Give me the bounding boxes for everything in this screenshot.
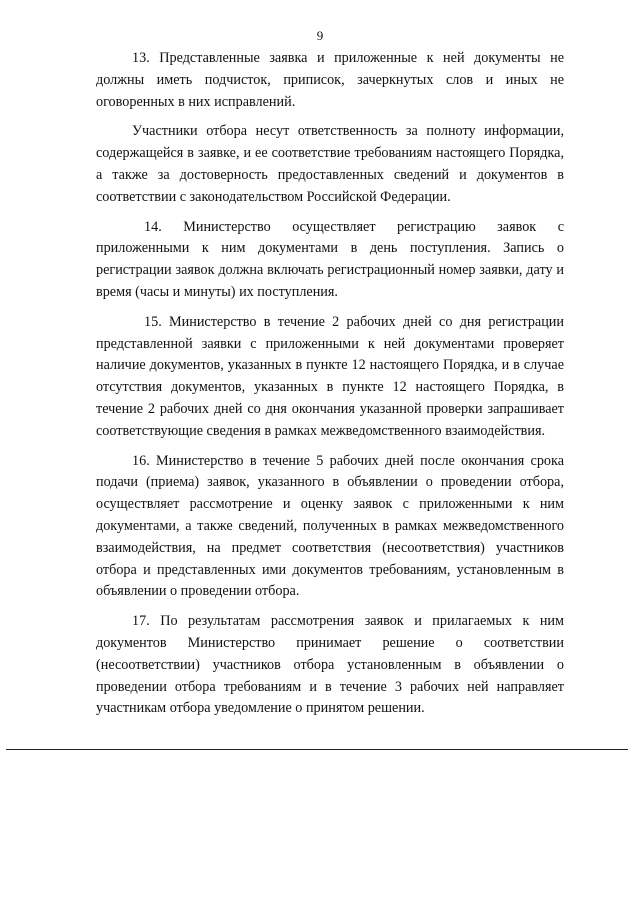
page-number: 9 [316,28,324,43]
paragraph-13: 13. Представленные заявка и приложенные к ней документы не должны иметь подчисток, приписок, зачеркнутых слов и иных не оговоренных в них исправлений. [96,50,564,110]
paragraph-16: 16. Министерство в течение 5 рабочих дней после окончания срока подачи (приема) заявок, указанного в объявлении о проведении отбора, осуществляет рассмотрение и оценку заявок с приложенными к ним документами, а также сведений, полученных в рамках межведомственного взаимодействия, на предмет соответствия (несоответствия) участников отбора и представленных ими документов требованиям, установленным в объявлении о проведении отбора. [96,452,564,600]
document-body [96,48,564,728]
page-divider-line [6,749,628,750]
paragraph-15: 15. Министерство в течение 2 рабочих дней со дня регистрации представленной заявки с приложенными к ней документами проверяет наличие документов, указанных в пункте 12 настоящего Порядка, и в случае отсутствия документов, указанных в пункте 12 настоящего Порядка, в течение 2 рабочих дней со дня окончания указанной проверки запрашивает соответствующие сведения в рамках межведомственного взаимодействия. [96,313,564,439]
paragraph-14: 14. Министерство осуществляет регистрацию заявок с приложенными к ним документами в день поступления. Запись о регистрации заявок должна включать регистрационный номер заявки, дату и время (часы и минуты) их поступления. [96,218,564,300]
paragraph-17: 17. По результатам рассмотрения заявок и прилагаемых к ним документов Министерство принимает решение о соответствии (несоответствии) участников отбора установленным в объявлении о проведении отбора требованиям и в течение 3 рабочих ней направляет участникам отбора уведомление о принятом решении. [96,613,564,717]
paragraph-responsibility: Участники отбора несут ответственность за полноту информации, содержащейся в заявке, и ее соответствие требованиям настоящего Порядка, а также за достоверность предоставленных сведений и документов в соответствии с законодательством Российской Федерации. [96,123,564,205]
